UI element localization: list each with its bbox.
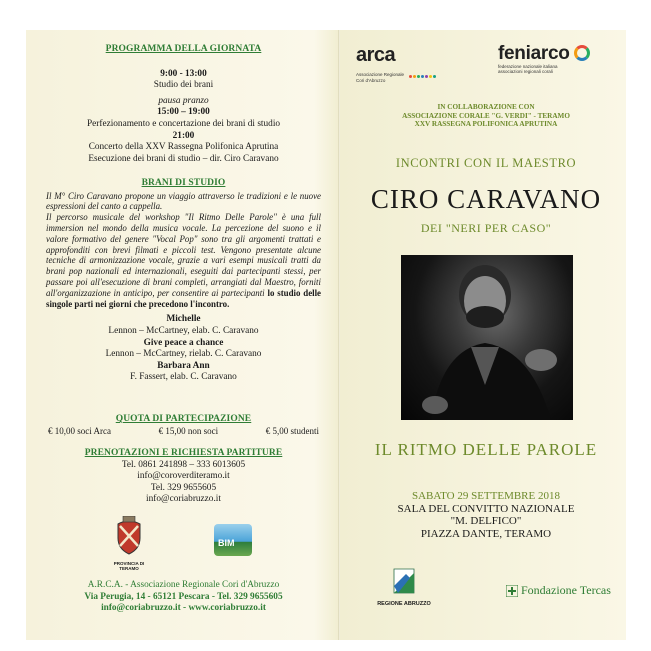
collaboration-block (346, 103, 626, 129)
arca-name: arca (356, 44, 396, 66)
brani-intro-1: Il M° Ciro Caravano propone un viaggio attraverso le tradizioni e le nuove espressioni del canto a cappella. (46, 190, 321, 212)
quota-non-soci: € 15,00 non soci (158, 425, 219, 436)
feniarco-name (498, 44, 570, 64)
subtitle: INCONTRI CON IL MAESTRO (395, 156, 577, 170)
venue-line-1: SALA DEL CONVITTO NAZIONALE (397, 502, 575, 515)
feniarco-sub-2: associazioni regionali corali (498, 69, 553, 75)
time-slot-3-desc-1: Concerto della XXV Rassegna Polifonica Aprutina (88, 142, 279, 153)
quota-row (46, 426, 321, 438)
bim-label: BIM (218, 538, 235, 548)
arca-sub-1: Associazione Regionale (356, 72, 405, 77)
brani-title: BRANI DI STUDIO (141, 178, 226, 188)
prenotazioni-title: PRENOTAZIONI E RICHIESTA PARTITURE (84, 448, 283, 458)
quota-section (46, 414, 321, 437)
song-3-author: F. Fassert, elab. C. Caravano (130, 372, 237, 383)
song-1-author: Lennon – McCartney, elab. C. Caravano (108, 325, 259, 336)
feniarco-sub (498, 64, 570, 74)
quota-soci: € 10,00 soci Arca (48, 425, 111, 436)
time-slot-1-desc: Studio dei brani (153, 80, 214, 91)
collab-line-1: IN COLLABORAZIONE CON (437, 103, 535, 111)
arca-logo (356, 45, 436, 83)
portrait-icon (401, 255, 573, 420)
footer (46, 580, 321, 615)
feniarco-sub-1: federazione nazionale italiana (498, 64, 558, 69)
brochure-page (26, 30, 626, 640)
provincia-logo (108, 516, 150, 571)
time-slot-1: 9:00 - 13:00 (160, 68, 207, 79)
programma-title: PROGRAMMA DELLA GIORNATA (105, 44, 262, 54)
time-slot-2: 15:00 – 19:00 (157, 107, 210, 118)
brani-intro-2 (46, 212, 321, 309)
lunch-break: pausa pranzo (158, 95, 209, 106)
bim-logo (214, 524, 252, 556)
arca-sub (356, 72, 404, 83)
collab-line-2: ASSOCIAZIONE CORALE "G. VERDI" - TERAMO (402, 111, 570, 120)
group-name: DEI "NERI PER CASO" (420, 221, 552, 235)
event-date: SABATO 29 SETTEMBRE 2018 (411, 490, 560, 502)
maestro-name: CIRO CARAVANO (370, 184, 602, 214)
collab-line-3: XXV RASSEGNA POLIFONICA APRUTINA (414, 120, 558, 129)
song-1-title: Michelle (166, 314, 201, 325)
feniarco-logo (498, 44, 570, 74)
song-3-title: Barbara Ann (157, 360, 210, 371)
song-2-title: Give peace a chance (143, 337, 224, 348)
feniarco-name-text: feniarco (498, 43, 570, 64)
footer-line-1: A.R.C.A. - Associazione Regionale Cori d'Abruzzo (87, 580, 280, 590)
tercas-cross-icon (506, 585, 518, 597)
time-slot-2-desc: Perfezionamento e concertazione dei brani di studio (86, 118, 281, 129)
footer-line-2: Via Perugia, 14 - 65121 Pescara - Tel. 329 9655605 (84, 591, 283, 602)
programma-section (46, 44, 321, 165)
right-panel (346, 30, 626, 640)
email-1[interactable]: info@coroverditeramo.it (137, 471, 230, 482)
fold-line (338, 30, 340, 640)
regione-label: REGIONE ABRUZZO (377, 601, 431, 607)
brani-intro-2-bold: lo studio delle singole parti nei giorni che precedono l'incontro. (46, 287, 321, 309)
time-slot-3: 21:00 (172, 130, 195, 141)
coat-of-arms-icon (114, 516, 144, 556)
feniarco-ring-icon (574, 45, 590, 61)
workshop-title: IL RITMO DELLE PAROLE (374, 440, 598, 459)
quota-title: QUOTA DI PARTECIPAZIONE (115, 414, 252, 424)
brani-section (46, 178, 321, 384)
time-slot-3-desc-2: Esecuzione dei brani di studio – dir. Ciro Caravano (88, 153, 279, 164)
song-2-author: Lennon – McCartney, rielab. C. Caravano (105, 349, 262, 360)
arca-dots-icon (408, 65, 436, 83)
event-details (346, 490, 626, 540)
regione-emblem-icon (391, 566, 417, 596)
arca-sub-2: Cori d'Abruzzo (356, 77, 386, 83)
prenotazioni-section (46, 448, 321, 506)
email-2[interactable]: info@coriabruzzo.it (146, 494, 221, 505)
provincia-label: PROVINCIA DI TERAMO (113, 560, 145, 571)
footer-line-3: info@coriabruzzo.it - www.coriabruzzo.it (101, 603, 266, 614)
brani-intro-2-text: Il percorso musicale del workshop "Il Ritmo Delle Parole" è una full immersion nel mondo della musica vocale. La percezione del suono e il valore formativo del genere "Vocal Pop" sono tra gli argomenti trattati e approfonditi con brevi filmati e piccoli test. Vengono presentate alcune tecniche di armonizzazione vocale, grazie a vari esempi musicali tratti da brani pop nazionali ed internazionali, eseguiti dai partecipanti stessi, per passare poi all'esecuzione di brani completi, arrangiati dal Maestro, forniti all'organizzazione in anticipo, per consentire ai partecipanti (46, 212, 321, 298)
venue-line-2: "M. DELFICO" (450, 515, 522, 527)
phone-1: Tel. 0861 241898 – 333 6013605 (121, 459, 246, 470)
tercas-logo (506, 583, 611, 598)
venue-line-3: PIAZZA DANTE, TERAMO (420, 527, 552, 540)
regione-logo (374, 566, 434, 607)
tercas-label: Fondazione Tercas (521, 583, 611, 597)
maestro-photo (401, 255, 573, 420)
quota-studenti: € 5,00 studenti (265, 425, 319, 436)
phone-2: Tel. 329 9655605 (150, 482, 217, 493)
left-panel (46, 30, 321, 640)
